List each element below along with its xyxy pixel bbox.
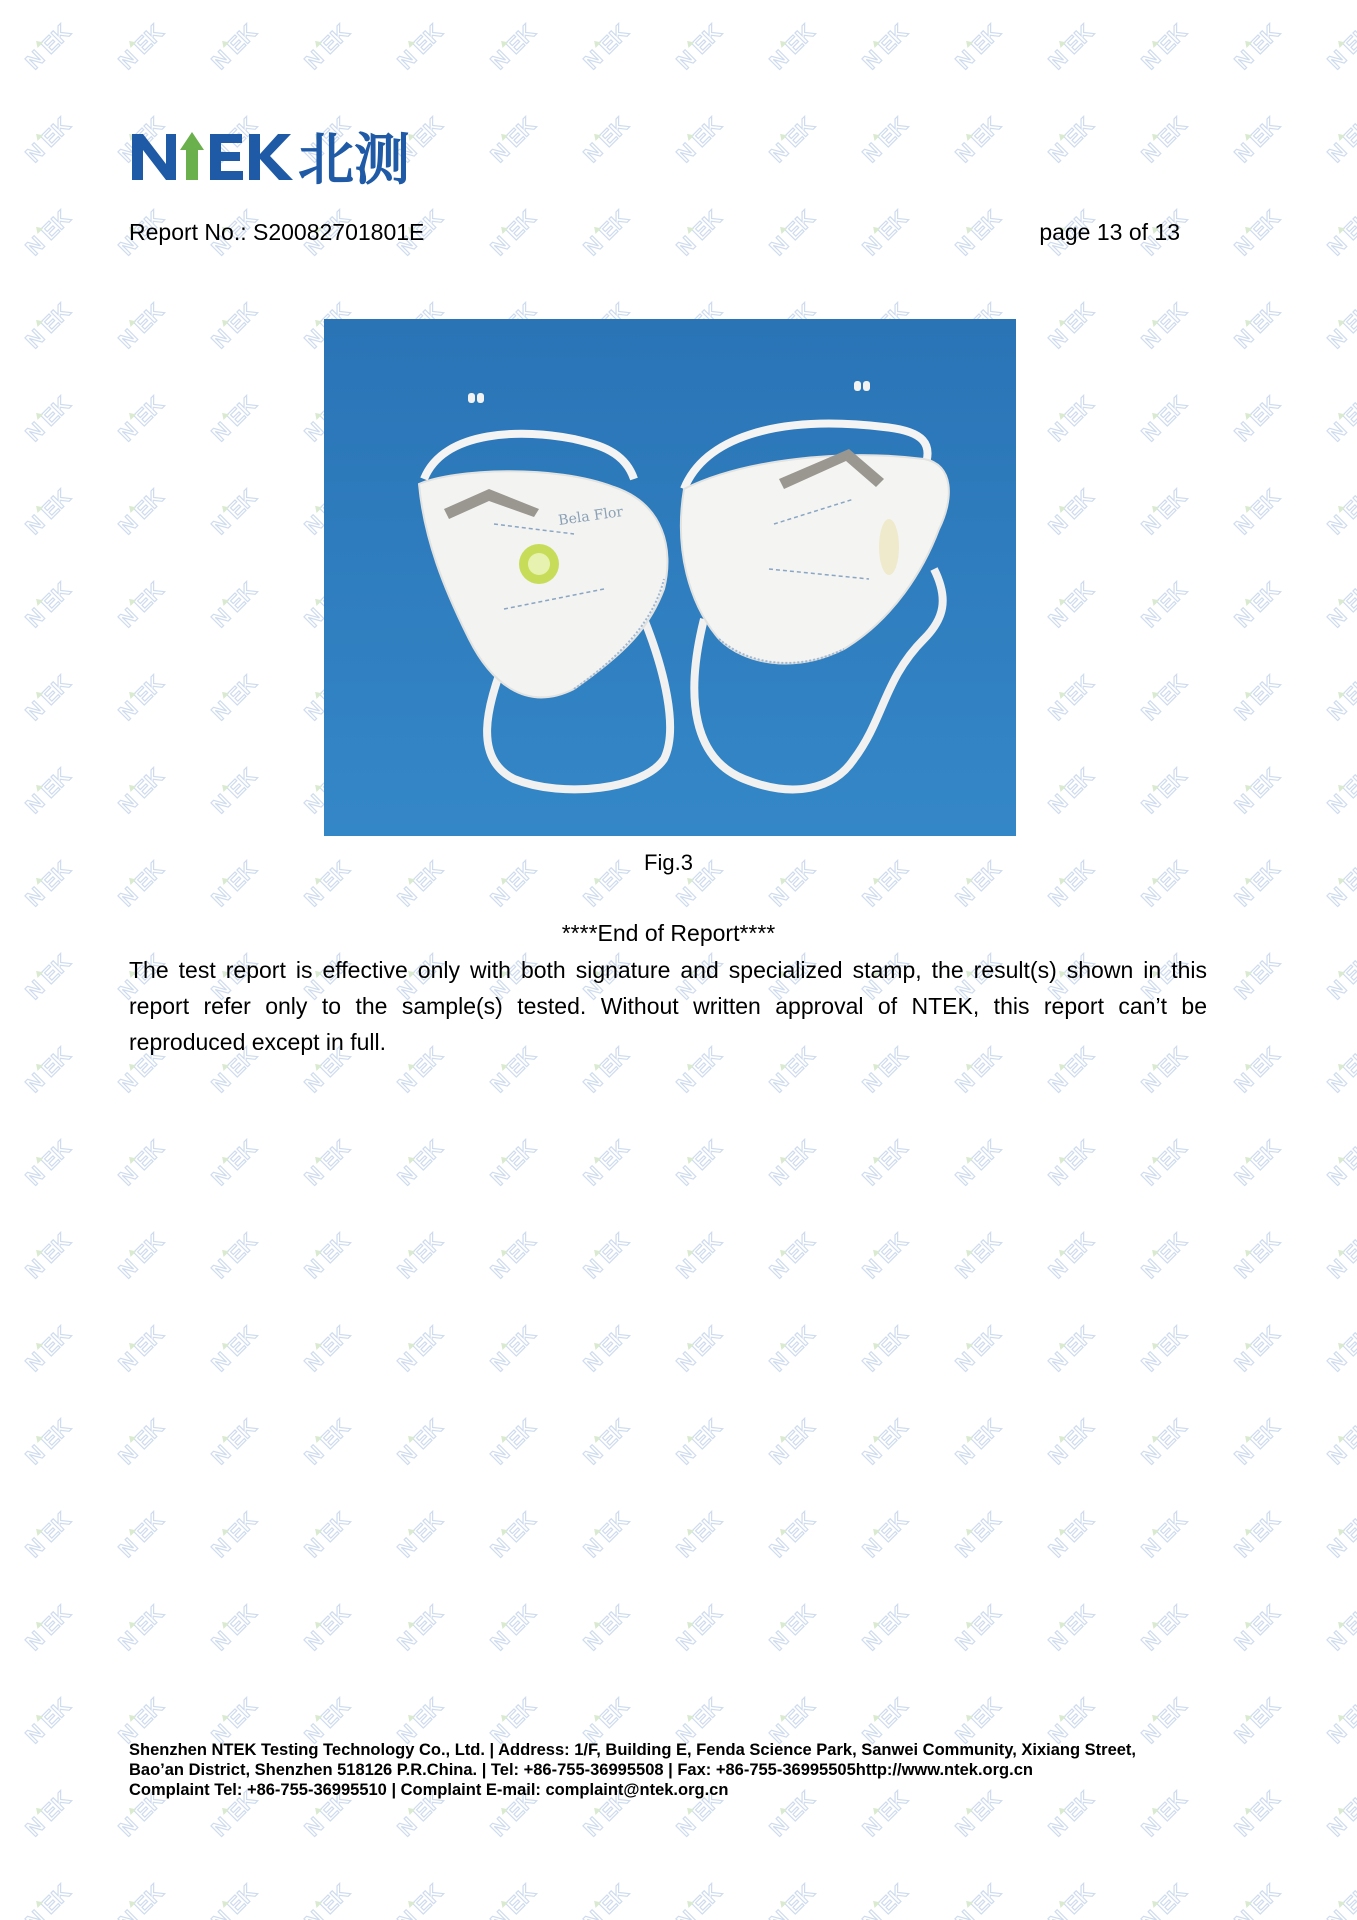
disclaimer-text: The test report is effective only with both signature and specialized stamp, the result(s) shown in this report refer only to the sample(s) tested. Without written approval of NTEK, this report can’t be reproduced except in full. [129, 957, 1207, 1055]
figure-photo [324, 319, 1016, 836]
footer [129, 1740, 1229, 1800]
footer-address-line-1: Shenzhen NTEK Testing Technology Co., Ltd. | Address: 1/F, Building E, Fenda Science Park, Sanwei Community, Xixiang Street, [129, 1741, 1136, 1759]
footer-address-line-2: Bao’an District, Shenzhen 518126 P.R.China. | Tel: +86-755-36995508 | Fax: +86-755-36995505http://www.ntek.org.cn [129, 1761, 1033, 1779]
end-of-report: ****End of Report**** [561, 920, 776, 946]
report-number: Report No.: S20082701801E [129, 219, 425, 245]
mask-print: Bela Flor [557, 504, 625, 529]
footer-complaint-line: Complaint Tel: +86-755-36995510 | Complaint E-mail: complaint@ntek.org.cn [129, 1781, 729, 1799]
figure-caption: Fig.3 [644, 850, 693, 875]
logo-chinese: 北测 [298, 128, 410, 193]
ntek-logo [130, 128, 490, 193]
page-indicator: page 13 of 13 [1039, 219, 1180, 245]
